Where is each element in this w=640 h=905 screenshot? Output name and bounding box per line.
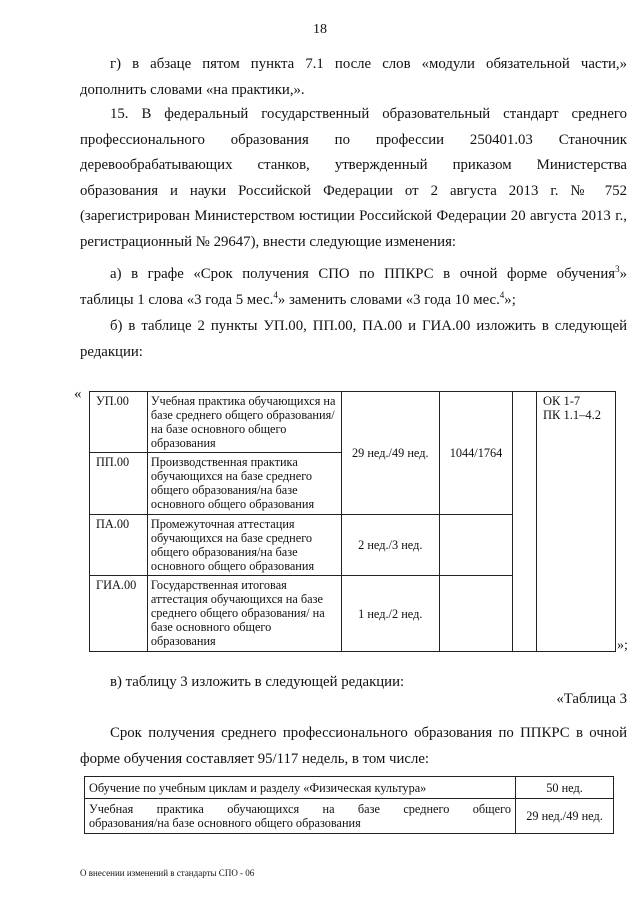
row-weeks: 1 нед./2 нед. <box>341 576 439 652</box>
closing-quote: »; <box>617 638 628 653</box>
paragraph-15-line-1: 15. В федеральный государственный образовательный стандарт среднего <box>110 106 627 122</box>
paragraph-15-line-6: регистрационный № 29647), внести следующие изменения: <box>80 233 457 250</box>
practice-weeks: 29 нед./49 нед. <box>341 392 439 515</box>
competencies <box>536 392 615 652</box>
paragraph-v-line: в) таблицу 3 изложить в следующей редакции: <box>110 674 405 690</box>
paragraph-g <box>80 52 627 103</box>
page-number: 18 <box>313 22 327 37</box>
competencies-pk: ПК 1.1–4.2 <box>542 408 601 422</box>
row-duration: 50 нед. <box>516 777 614 799</box>
row-label: Обучение по учебным циклам и разделу «Физическая культура» <box>85 777 516 799</box>
paragraph-a-line-2 <box>80 288 627 314</box>
paragraph-srok-line-1: Срок получения среднего профессионального образования по ППКРС в очной <box>110 725 627 741</box>
opening-quote: « <box>74 386 82 402</box>
paragraph-b-line-1: б) в таблице 2 пункты УП.00, ПП.00, ПА.00 и ГИА.00 изложить в следующей <box>110 318 627 334</box>
paragraph-a-text: »; <box>504 291 516 308</box>
row-duration: 29 нед./49 нед. <box>516 799 614 834</box>
footnote-ref: 3 <box>615 264 620 275</box>
paragraph-srok-line-2: форме обучения составляет 95/117 недель, в том числе: <box>80 750 430 767</box>
paragraph-15 <box>80 102 627 255</box>
practice-hours: 1044/1764 <box>439 392 513 515</box>
paragraph-b-line-2: редакции: <box>80 343 143 360</box>
paragraph-a-text: » заменить словами «3 года 10 мес. <box>277 291 500 308</box>
paragraph-15-line-4: образования и науки Российской Федерации от 2 августа 2013 г. № 752 <box>80 182 627 199</box>
empty-cell <box>513 392 537 652</box>
paragraph-a-line-1 <box>80 262 627 288</box>
row-name: Учебная практика обучающихся на базе среднего общего образования/на базе основного общего образования <box>147 392 341 453</box>
row-name: Производственная практика обучающихся на базе среднего общего образования/на базе основного общего образования <box>147 453 341 515</box>
row-weeks: 2 нед./3 нед. <box>341 515 439 576</box>
paragraph-g-line-2: дополнить словами «на практики,». <box>80 81 305 98</box>
paragraph-15-line-5: (зарегистрирован Министерством юстиции Российской Федерации 20 августа 2013 г., <box>80 208 627 224</box>
empty-cell <box>439 576 513 652</box>
table-3-label: «Таблица 3 <box>556 691 627 707</box>
row-code: ПП.00 <box>90 453 148 515</box>
paragraph-15-line-3: деревообрабатывающих станков, утвержденный приказом Министерства <box>80 157 627 173</box>
row-code: ГИА.00 <box>90 576 148 652</box>
paragraph-a <box>80 262 627 313</box>
paragraph-a-text: » <box>619 266 627 282</box>
footnote-ref: 4 <box>499 289 505 300</box>
row-code: ПА.00 <box>90 515 148 576</box>
row-label-line-2: образования/на базе основного общего образования <box>89 816 361 830</box>
table-3 <box>84 776 614 834</box>
empty-cell <box>439 515 513 576</box>
table-row <box>90 392 616 453</box>
row-name: Государственная итоговая аттестация обучающихся на базе среднего общего образования/ на базе основного общего образования <box>147 576 341 652</box>
table-2-excerpt <box>89 391 616 652</box>
paragraph-b <box>80 314 627 365</box>
footnote-ref: 4 <box>273 289 278 300</box>
paragraph-a-text: таблицы 1 слова «3 года 5 мес. <box>80 291 274 308</box>
table-row <box>85 777 614 799</box>
paragraph-a-text: а) в графе «Срок получения СПО по ППКРС в очной форме обучения <box>110 266 616 282</box>
row-code: УП.00 <box>90 392 148 453</box>
footer-note: О внесении изменений в стандарты СПО - 06 <box>80 868 255 878</box>
row-label-line-1: Учебная практика обучающихся на базе среднего общего <box>89 802 511 816</box>
row-label <box>85 799 516 834</box>
row-name: Промежуточная аттестация обучающихся на базе среднего общего образования/на базе основного общего образования <box>147 515 341 576</box>
competencies-ok: ОК 1-7 <box>542 394 581 408</box>
table-row <box>85 799 614 834</box>
paragraph-srok <box>80 721 627 772</box>
paragraph-15-line-2: профессионального образования по профессии 250401.03 Станочник <box>80 131 627 148</box>
paragraph-g-line-1: г) в абзаце пятом пункта 7.1 после слов «модули обязательной части,» <box>110 56 627 72</box>
